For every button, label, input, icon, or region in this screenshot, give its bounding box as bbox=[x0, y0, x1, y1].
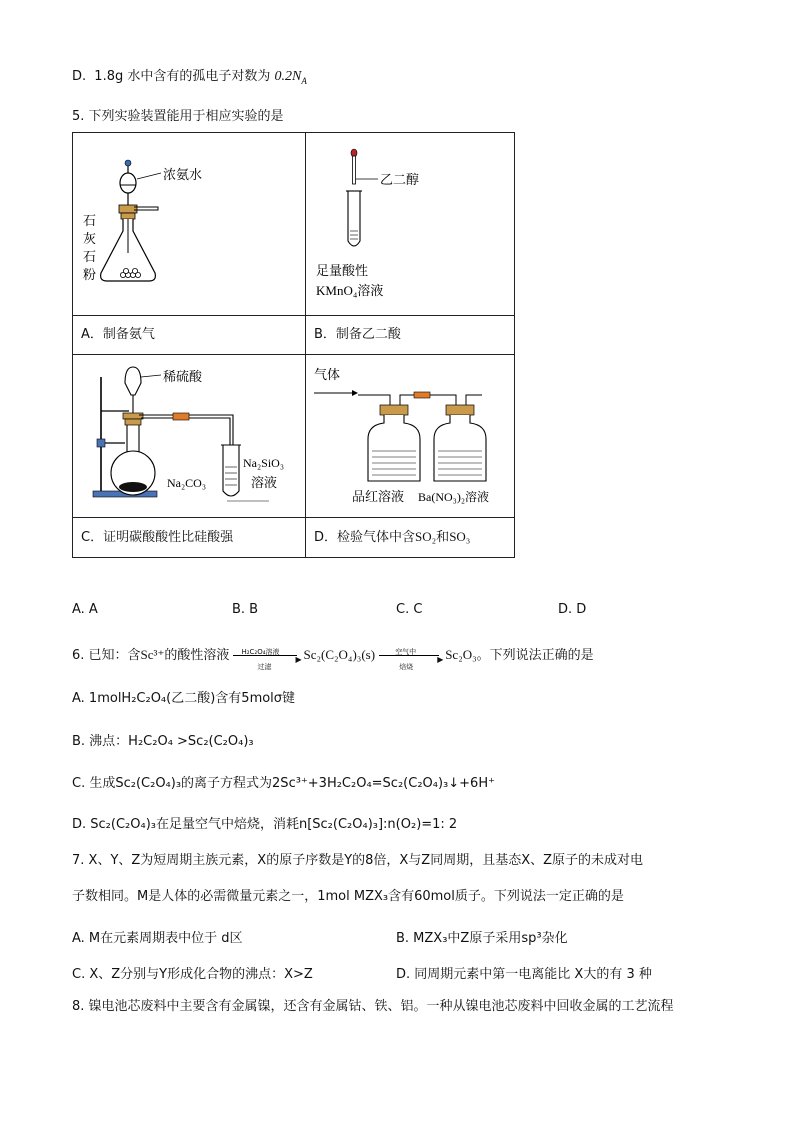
label-limestone-1: 石 bbox=[83, 214, 97, 229]
q5-caption-c: C．证明碳酸酸性比硅酸强 bbox=[73, 518, 306, 558]
q5-cell-b-figure bbox=[306, 133, 515, 316]
q6-ion: Sc³⁺ bbox=[140, 647, 165, 662]
q5-caption-d-so3: SO₃ bbox=[449, 529, 471, 544]
oxalic-acid-apparatus-figure bbox=[306, 133, 514, 311]
label-silicate-solution: 溶液 bbox=[251, 476, 278, 491]
q5-option-d: D. D bbox=[558, 602, 587, 617]
q5-caption-d-pre: D．检验气体中含 bbox=[314, 530, 416, 545]
q6-option-c: C. 生成Sc₂(C₂O₄)₃的离子方程式为2Sc³⁺+3H₂C₂O₄=Sc₂(C₂O₄)₃↓+6H⁺ bbox=[72, 776, 495, 791]
q5-option-c: C. C bbox=[396, 602, 423, 617]
q4d-text: 1.8g 水中含有的孤电子对数为 bbox=[94, 69, 271, 84]
q6-arrow-2-top: 空气中 bbox=[395, 647, 417, 656]
label-na2co3: Na₂CO₃ bbox=[167, 476, 207, 490]
q6-option-b: B. 沸点：H₂C₂O₄ >Sc₂(C₂O₄)₃ bbox=[72, 734, 254, 749]
q5-cell-d-figure bbox=[306, 355, 515, 518]
q5-caption-b: B．制备乙二酸 bbox=[306, 316, 515, 355]
label-barium-nitrate: Ba(NO₃)₂溶液 bbox=[418, 490, 490, 504]
q6-product-1: Sc₂(C₂O₄)₃(s) bbox=[303, 647, 376, 662]
q6-option-a: A. 1molH₂C₂O₄(乙二酸)含有5molσ键 bbox=[72, 691, 296, 706]
q6-stem bbox=[72, 646, 594, 671]
q6-stem-mid: 的酸性溶液 bbox=[164, 648, 230, 663]
q6-arrow-1: H₂C₂O₄溶液 ▶ 过滤 bbox=[233, 647, 303, 665]
q5-option-a: A. A bbox=[72, 602, 98, 617]
q7-option-a: A. M在元素周期表中位于 d区 bbox=[72, 931, 243, 946]
q5-apparatus-table bbox=[72, 132, 515, 558]
ammonia-apparatus-figure bbox=[73, 133, 305, 311]
q8-stem: 8. 镍电池芯废料中主要含有金属镍，还含有金属钴、铁、铝。一种从镍电池芯废料中回收金属的工艺流程 bbox=[72, 999, 674, 1014]
label-sufficient-acidic: 足量酸性 bbox=[316, 264, 369, 279]
q6-product-2: Sc₂O₃ bbox=[445, 647, 477, 662]
label-magenta-solution: 品红溶液 bbox=[352, 490, 405, 505]
label-gas: 气体 bbox=[314, 368, 341, 383]
q5-option-b: B. B bbox=[232, 602, 259, 617]
label-dilute-sulfuric: 稀硫酸 bbox=[163, 370, 203, 385]
label-conc-ammonia: 浓氨水 bbox=[163, 168, 203, 183]
q6-option-d: D. Sc₂(C₂O₄)₃在足量空气中焙烧，消耗n[Sc₂(C₂O₄)₃]:n(O₂)=1: 2 bbox=[72, 817, 458, 832]
q6-arrow-1-bottom: 过滤 bbox=[257, 662, 272, 671]
q7-option-b: B. MZX₃中Z原子采用sp³杂化 bbox=[396, 931, 568, 946]
label-limestone-2: 灰 bbox=[83, 232, 97, 247]
q5-caption-d-so2: SO₂ bbox=[415, 529, 437, 544]
q5-caption-a: A．制备氨气 bbox=[73, 316, 306, 355]
q6-stem-pre: 6. 已知：含 bbox=[72, 648, 141, 663]
q4d-sub: A bbox=[301, 75, 307, 86]
label-kmno4-solution: KMnO₄溶液 bbox=[316, 283, 384, 298]
gas-test-apparatus-figure bbox=[306, 355, 514, 513]
q5-caption-d-and: 和 bbox=[436, 530, 450, 545]
carbonic-silicic-apparatus-figure bbox=[73, 355, 305, 513]
q4d-prefix: D. bbox=[72, 69, 87, 84]
label-ethylene-glycol: 乙二醇 bbox=[380, 173, 420, 188]
q6-arrow-2-bottom: 焙烧 bbox=[399, 662, 414, 671]
q5-stem: 5. 下列实验装置能用于相应实验的是 bbox=[72, 109, 284, 124]
q6-arrow-1-top: H₂C₂O₄溶液 bbox=[241, 647, 280, 656]
q7-stem-line-2: 子数相同。M是人体的必需微量元素之一，1mol MZX₃含有60mol质子。下列说法一定正确的是 bbox=[72, 889, 624, 904]
q7-option-d: D. 同周期元素中第一电离能比 X大的有 3 种 bbox=[396, 967, 652, 982]
q7-stem-line-1: 7. X、Y、Z为短周期主族元素，X的原子序数是Y的8倍，X与Z同周期，且基态X、Z原子的未成对电 bbox=[72, 853, 644, 868]
q4d-value: 0.2N bbox=[274, 69, 302, 84]
q5-caption-d bbox=[306, 518, 515, 558]
q6-arrow-2: 空气中 ▶ 焙烧 bbox=[379, 647, 445, 665]
q5-cell-c-figure bbox=[73, 355, 306, 518]
q4-option-d bbox=[72, 68, 307, 90]
label-limestone-3: 石 bbox=[83, 250, 97, 265]
q6-stem-end: 。下列说法正确的是 bbox=[476, 648, 594, 663]
label-limestone-4: 粉 bbox=[83, 268, 97, 283]
q5-cell-a-figure bbox=[73, 133, 306, 316]
q7-option-c: C. X、Z分别与Y形成化合物的沸点：X>Z bbox=[72, 967, 313, 982]
label-na2sio3: Na₂SiO₃ bbox=[243, 456, 285, 470]
